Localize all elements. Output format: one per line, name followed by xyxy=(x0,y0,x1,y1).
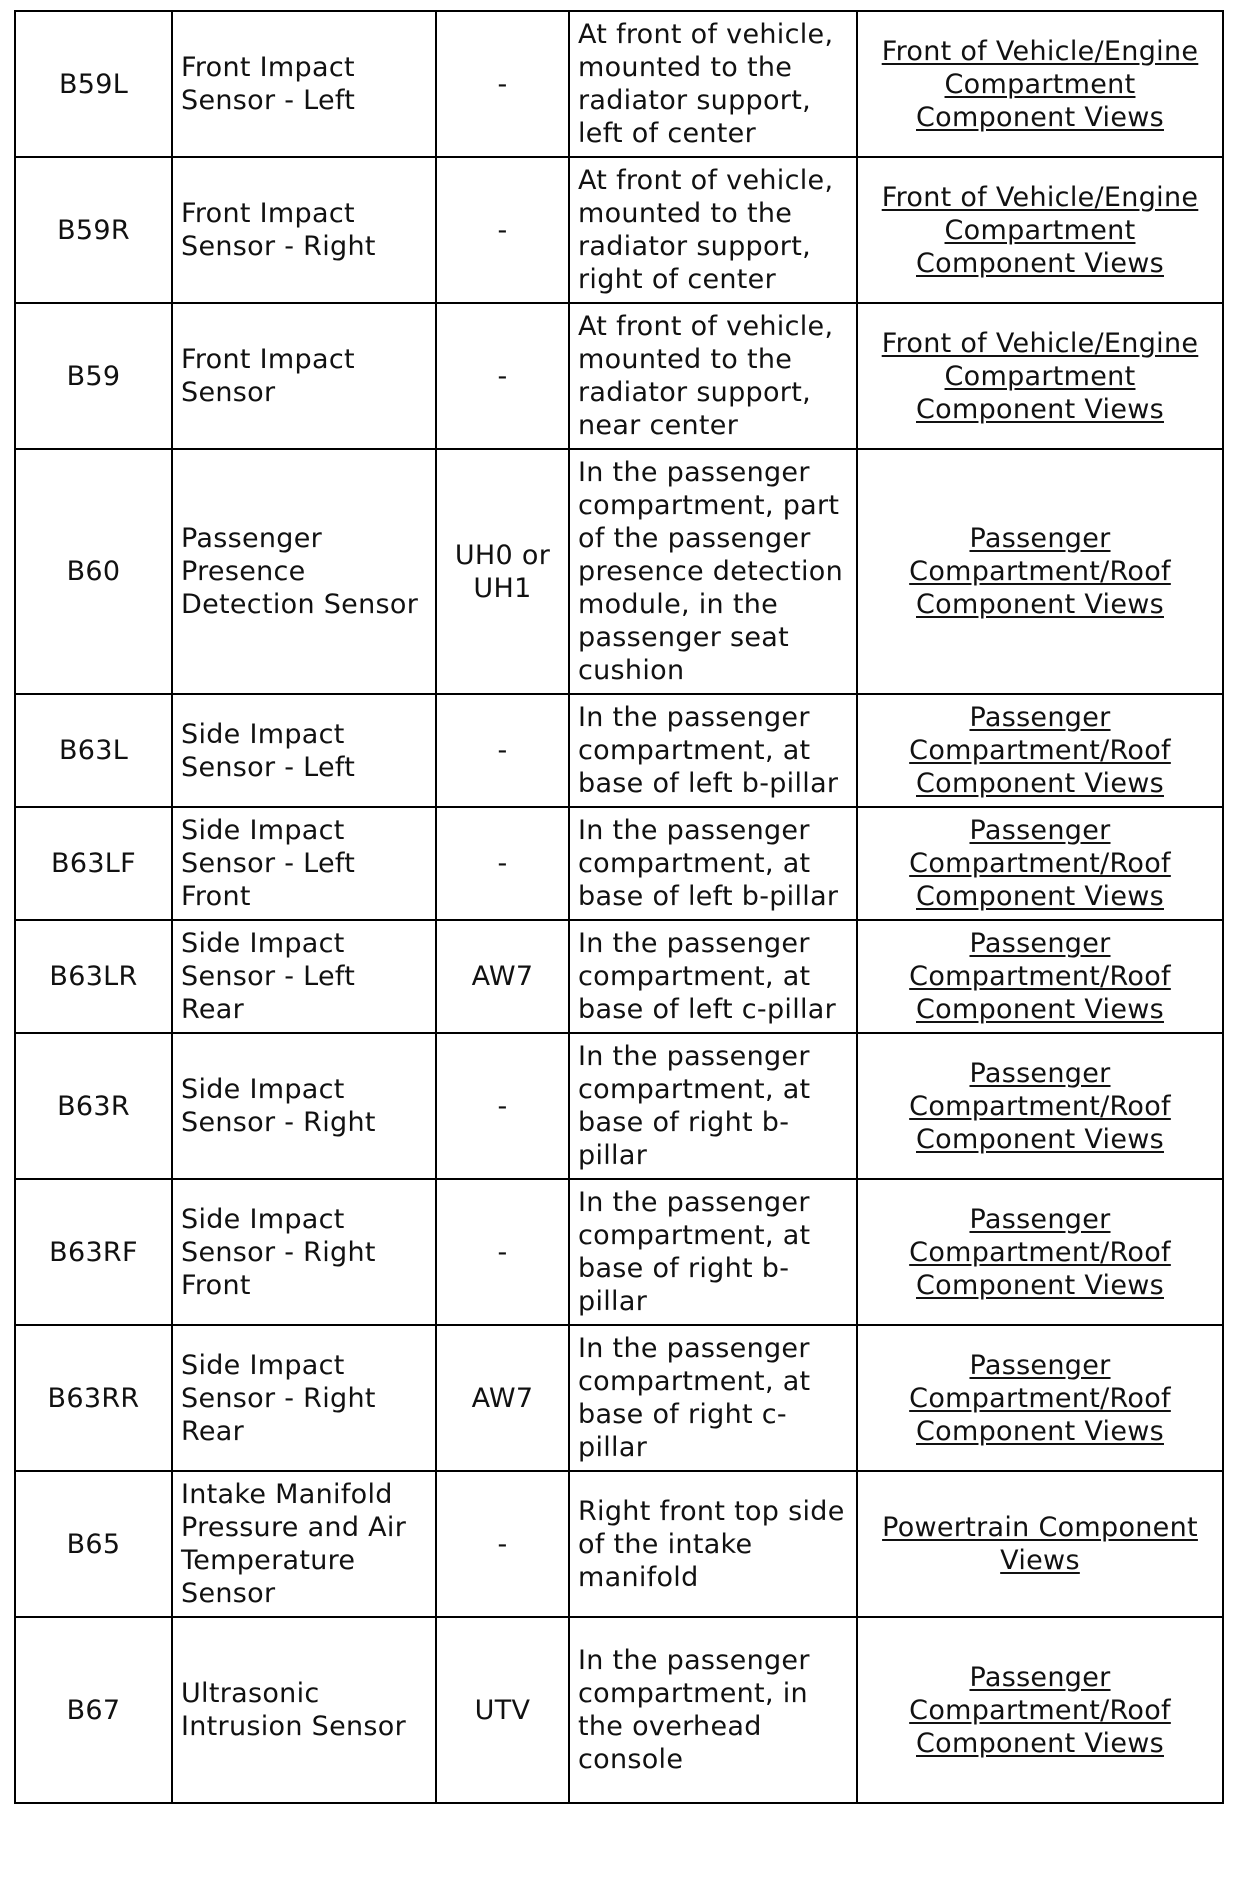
component-id: B63LF xyxy=(15,807,172,920)
option-code: AW7 xyxy=(436,920,569,1033)
component-location: In the passenger compartment, at base of right b-pillar xyxy=(569,1033,857,1179)
option-code: - xyxy=(436,157,569,303)
table-row xyxy=(15,694,1223,807)
table-row xyxy=(15,157,1223,303)
component-location: At front of vehicle, mounted to the radiator support, right of center xyxy=(569,157,857,303)
component-name: Front Impact Sensor xyxy=(172,303,436,449)
table-row xyxy=(15,807,1223,920)
component-name: Side Impact Sensor - Left Rear xyxy=(172,920,436,1033)
option-code: - xyxy=(436,1471,569,1617)
table-row xyxy=(15,11,1223,157)
component-location: In the passenger compartment, at base of right b-pillar xyxy=(569,1179,857,1325)
component-location: Right front top side of the intake manifold xyxy=(569,1471,857,1617)
table-row xyxy=(15,1179,1223,1325)
component-view-cell xyxy=(857,449,1223,694)
option-code: - xyxy=(436,1179,569,1325)
component-view-link[interactable]: Passenger Compartment/Roof Component Views xyxy=(909,928,1171,1025)
component-view-link[interactable]: Passenger Compartment/Roof Component Views xyxy=(909,1661,1171,1759)
table-row xyxy=(15,1471,1223,1617)
component-location: At front of vehicle, mounted to the radiator support, left of center xyxy=(569,11,857,157)
component-view-cell xyxy=(857,11,1223,157)
component-id: B65 xyxy=(15,1471,172,1617)
component-id: B59L xyxy=(15,11,172,157)
option-code: - xyxy=(436,807,569,920)
component-view-cell xyxy=(857,1325,1223,1471)
component-view-link[interactable]: Front of Vehicle/Engine Compartment Component Views xyxy=(881,35,1199,133)
component-name: Side Impact Sensor - Left xyxy=(172,694,436,807)
table-row xyxy=(15,1325,1223,1471)
component-view-link[interactable]: Front of Vehicle/Engine Compartment Component Views xyxy=(881,181,1199,279)
component-view-link[interactable]: Passenger Compartment/Roof Component Views xyxy=(909,815,1171,912)
component-location: In the passenger compartment, in the overhead console xyxy=(569,1617,857,1803)
component-id: B60 xyxy=(15,449,172,694)
component-location: In the passenger compartment, at base of left c-pillar xyxy=(569,920,857,1033)
component-location: At front of vehicle, mounted to the radiator support, near center xyxy=(569,303,857,449)
component-id: B59 xyxy=(15,303,172,449)
component-view-cell xyxy=(857,1617,1223,1803)
component-name: Passenger Presence Detection Sensor xyxy=(172,449,436,694)
component-view-link[interactable]: Passenger Compartment/Roof Component Views xyxy=(909,1057,1171,1155)
option-code: - xyxy=(436,303,569,449)
component-view-link[interactable]: Passenger Compartment/Roof Component Views xyxy=(909,523,1171,620)
component-view-cell xyxy=(857,807,1223,920)
option-code: - xyxy=(436,11,569,157)
component-id: B63L xyxy=(15,694,172,807)
table-row xyxy=(15,303,1223,449)
component-location: In the passenger compartment, at base of right c-pillar xyxy=(569,1325,857,1471)
component-name: Side Impact Sensor - Right Rear xyxy=(172,1325,436,1471)
component-view-cell xyxy=(857,1179,1223,1325)
table-row xyxy=(15,449,1223,694)
option-code: UH0 or UH1 xyxy=(436,449,569,694)
option-code: - xyxy=(436,1033,569,1179)
component-locator-table xyxy=(14,10,1224,1804)
component-location: In the passenger compartment, at base of left b-pillar xyxy=(569,694,857,807)
table-row xyxy=(15,1033,1223,1179)
component-location: In the passenger compartment, part of the passenger presence detection module, in the passenger seat cushion xyxy=(569,449,857,694)
component-view-link[interactable]: Passenger Compartment/Roof Component Views xyxy=(909,1349,1171,1447)
component-name: Front Impact Sensor - Right xyxy=(172,157,436,303)
component-view-cell xyxy=(857,1033,1223,1179)
component-id: B63RF xyxy=(15,1179,172,1325)
component-view-link[interactable]: Powertrain Component Views xyxy=(882,1512,1198,1576)
component-name: Side Impact Sensor - Left Front xyxy=(172,807,436,920)
component-view-cell xyxy=(857,694,1223,807)
component-view-cell xyxy=(857,1471,1223,1617)
table-row xyxy=(15,1617,1223,1803)
component-id: B63LR xyxy=(15,920,172,1033)
component-id: B63R xyxy=(15,1033,172,1179)
component-id: B63RR xyxy=(15,1325,172,1471)
component-name: Ultrasonic Intrusion Sensor xyxy=(172,1617,436,1803)
option-code: - xyxy=(436,694,569,807)
component-name: Front Impact Sensor - Left xyxy=(172,11,436,157)
component-view-cell xyxy=(857,920,1223,1033)
component-name: Intake Manifold Pressure and Air Temperature Sensor xyxy=(172,1471,436,1617)
option-code: UTV xyxy=(436,1617,569,1803)
component-view-link[interactable]: Passenger Compartment/Roof Component Views xyxy=(909,1203,1171,1301)
component-view-link[interactable]: Passenger Compartment/Roof Component Views xyxy=(909,702,1171,799)
component-view-cell xyxy=(857,157,1223,303)
component-name: Side Impact Sensor - Right xyxy=(172,1033,436,1179)
component-id: B67 xyxy=(15,1617,172,1803)
component-location: In the passenger compartment, at base of left b-pillar xyxy=(569,807,857,920)
component-view-link[interactable]: Front of Vehicle/Engine Compartment Component Views xyxy=(881,327,1199,425)
component-id: B59R xyxy=(15,157,172,303)
component-name: Side Impact Sensor - Right Front xyxy=(172,1179,436,1325)
table-row xyxy=(15,920,1223,1033)
component-view-cell xyxy=(857,303,1223,449)
option-code: AW7 xyxy=(436,1325,569,1471)
